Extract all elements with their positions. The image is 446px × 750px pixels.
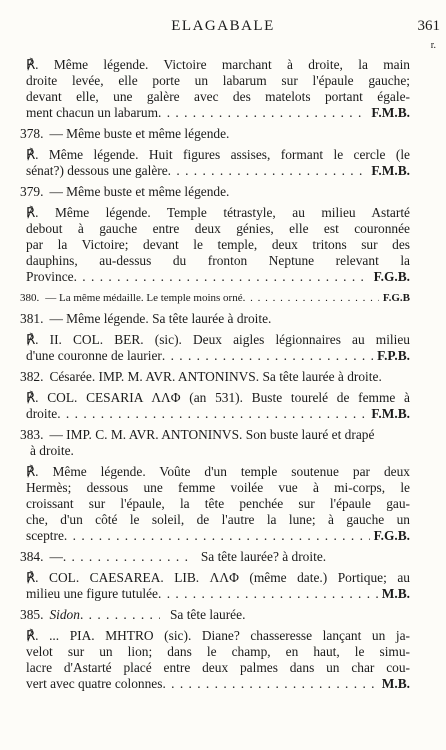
catalogue-entry <box>20 311 410 327</box>
entry-line: vert avec quatre colonnes <box>26 676 163 691</box>
reverse-description <box>20 570 410 602</box>
dot-leader <box>74 269 370 285</box>
entry-number: 378. <box>20 126 44 141</box>
catalogue-entry <box>20 549 410 565</box>
entry-line: par la Victoire; devant le temple, deux tritons sur des <box>26 237 410 252</box>
entry-line: Hermès; dessous une femme voilée vue à mi-corps, le <box>26 480 410 495</box>
catalogue-entry <box>20 184 410 200</box>
entry-line: ℟. Même légende. Victoire marchant à droite, la main <box>26 57 410 72</box>
entry-line: milieu une figure tutulée <box>26 586 159 601</box>
entry-number: 383. <box>20 427 44 442</box>
entry-line: ℟. II. COL. BER. (sic). Deux aigles légionnaires au milieu <box>26 332 410 347</box>
collection-marks: M.B. <box>381 676 410 691</box>
entry-line: sceptre <box>26 528 64 543</box>
page-header <box>0 18 446 51</box>
dot-leader <box>64 528 370 544</box>
entry-number: 382. <box>20 369 44 384</box>
reverse-description <box>20 390 410 422</box>
reverse-description <box>20 332 410 364</box>
entry-line: — IMP. C. M. AVR. ANTONINVS. Son buste lauré et drapé <box>49 427 375 442</box>
entry-line: — <box>49 549 63 564</box>
entry-line: sénat?) dessous une galère <box>26 163 168 178</box>
collection-marks: F.M.B. <box>371 163 410 178</box>
entry-line-with-leader <box>20 528 410 544</box>
entry-line-with-leader <box>20 269 410 285</box>
entry-line: devant elle, une galère avec des matelots portant égale- <box>26 89 410 104</box>
entry-line: lacre d'Astarté placé entre deux palmes dans un char cou- <box>26 660 410 675</box>
entry-line: — Même buste et même légende. <box>49 184 230 199</box>
entry-number: 381. <box>20 311 44 326</box>
reverse-description <box>20 205 410 285</box>
catalogue-entry <box>20 427 410 459</box>
entry-number: 379. <box>20 184 44 199</box>
catalogue-entries <box>20 57 410 697</box>
catalogue-entry <box>20 607 410 623</box>
reverse-description <box>20 57 410 121</box>
dot-leader <box>57 406 367 422</box>
catalogue-entry <box>20 290 410 306</box>
entry-line: Sa tête laurée? à droite. <box>200 549 327 564</box>
reverse-description <box>20 464 410 544</box>
dot-leader <box>168 163 368 179</box>
entry-line: à droite. <box>30 443 74 458</box>
entry-line: ℟. COL. CESARIA ΛΛΦ (an 531). Buste tourelé de femme à <box>26 390 410 405</box>
collection-marks: F.M.B. <box>371 406 410 421</box>
entry-line: ℟. Même légende. Temple tétrastyle, au milieu Astarté <box>26 205 410 220</box>
catalogue-entry <box>20 369 410 385</box>
entry-number: 385. <box>20 607 44 622</box>
entry-line-with-leader <box>20 586 410 602</box>
entry-number: 380. <box>20 292 40 304</box>
entry-line: — Même buste et même légende. <box>49 126 230 141</box>
signature-mark: r. <box>430 40 436 51</box>
entry-line: che, d'un côté le soleil, de l'autre la lune; à gauche un <box>26 512 410 527</box>
entry-line: d'une couronne de laurier <box>26 348 162 363</box>
obverse-line <box>20 126 410 142</box>
catalogue-entry <box>20 126 410 142</box>
obverse-line <box>20 184 410 200</box>
obverse-line <box>20 369 410 385</box>
running-title: ELAGABALE <box>171 18 275 34</box>
obverse-line <box>20 427 410 443</box>
entry-line: — Même légende. Sa tête laurée à droite. <box>49 311 272 326</box>
entry-line: Césarée. IMP. M. AVR. ANTONINVS. Sa tête laurée à droite. <box>49 369 382 384</box>
entry-line: dauphins, au-dessus du fronton Neptune relevant la <box>26 253 410 268</box>
entry-line: ℟. COL. CAESAREA. LIB. ΛΛΦ (même date.) Portique; au <box>26 570 410 585</box>
entry-line: ℟. ... PIA. MHTRO (sic). Diane? chasseresse lançant un ja- <box>26 628 410 643</box>
entry-line: Sa tête laurée. <box>169 607 246 622</box>
entry-line-with-leader <box>20 163 410 179</box>
reverse-description <box>20 147 410 179</box>
entry-line: droite levée, elle porte un labarum sur l'épaule gauche; <box>26 73 410 88</box>
reverse-description <box>20 628 410 692</box>
dot-leader <box>80 607 160 623</box>
entry-line: Province <box>26 269 74 284</box>
entry-line: ℟. Même légende. Voûte d'un temple soutenue par deux <box>26 464 410 479</box>
obverse-line <box>20 607 410 623</box>
dot-leader <box>162 348 373 364</box>
dot-leader <box>158 105 367 121</box>
collection-marks: F.G.B <box>382 292 410 304</box>
entry-line: ment chacun un labarum <box>26 105 158 120</box>
entry-line: ℟. Même légende. Huit figures assises, formant le cercle (le <box>26 147 410 162</box>
entry-line: debout à gauche entre deux génies, elle est couronnée <box>26 221 410 236</box>
dot-leader <box>158 586 378 602</box>
collection-marks: F.M.B. <box>371 105 410 120</box>
dot-leader <box>243 290 379 306</box>
page-number: 361 <box>417 18 440 34</box>
entry-line-with-leader <box>20 406 410 422</box>
dot-leader <box>63 549 193 565</box>
entry-line: velot sur un lion; dans le champ, en haut, le simu- <box>26 644 410 659</box>
entry-line: droite <box>26 406 58 421</box>
collection-marks: F.P.B. <box>377 348 410 363</box>
entry-line-with-leader <box>20 676 410 692</box>
entry-line-with-leader <box>20 105 410 121</box>
collection-marks: M.B. <box>381 586 410 601</box>
dot-leader <box>162 676 377 692</box>
entry-line: croissant sur l'épaule, la tête penchée sur l'épaule gau- <box>26 496 410 511</box>
entry-line: Sidon <box>49 607 80 622</box>
collection-marks: F.G.B. <box>373 269 410 284</box>
entry-line-with-leader <box>20 348 410 364</box>
entry-line-with-leader <box>20 290 410 306</box>
entry-number: 384. <box>20 549 44 564</box>
obverse-line <box>20 311 410 327</box>
entry-line: — La même médaille. Le temple moins orné <box>45 292 243 304</box>
collection-marks: F.G.B. <box>373 528 410 543</box>
obverse-line <box>20 549 410 565</box>
